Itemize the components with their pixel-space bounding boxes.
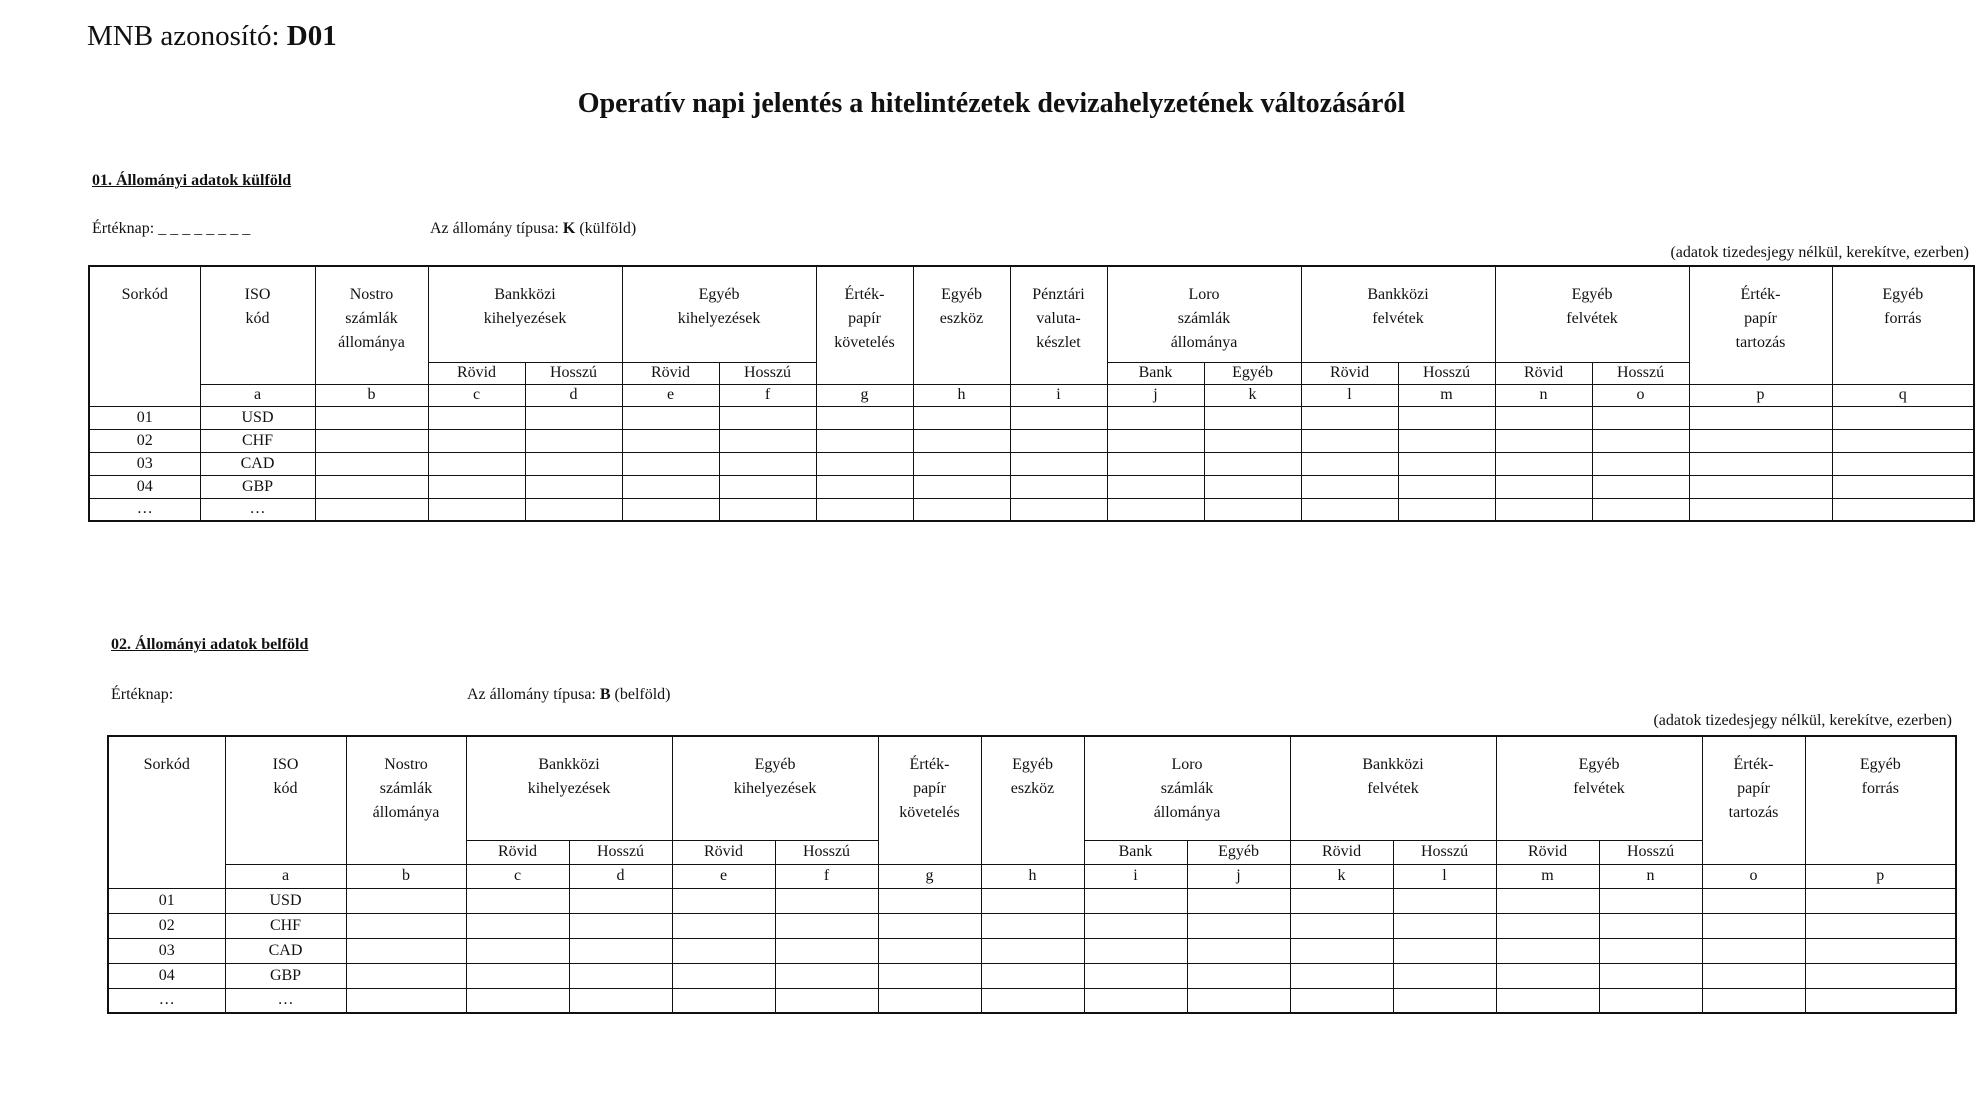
section1-data-cell[interactable] xyxy=(525,429,622,452)
section2-data-cell[interactable] xyxy=(878,938,981,963)
section1-note: (adatok tizedesjegy nélkül, kerekítve, ezerben) xyxy=(1670,244,1969,261)
section1-h-bankkozi-kih: Bankközi kihelyezések xyxy=(428,266,622,362)
section1-data-cell[interactable] xyxy=(816,406,913,429)
section1-header-row xyxy=(89,266,1974,362)
section2-data-cell[interactable] xyxy=(1702,988,1805,1013)
section1-data-cell[interactable] xyxy=(1495,475,1592,498)
section1-h-egyeb-forras: Egyéb forrás xyxy=(1832,266,1974,384)
section2-h-bankkozi-kih: Bankközi kihelyezések xyxy=(466,736,672,840)
section1-column-letter: g xyxy=(816,384,913,406)
section1-column-letter: m xyxy=(1398,384,1495,406)
section1-row-iso: USD xyxy=(200,406,315,429)
table-row xyxy=(89,429,1974,452)
section1-type xyxy=(430,220,636,238)
section2-data-cell[interactable] xyxy=(466,938,569,963)
section2-data-cell[interactable] xyxy=(672,888,775,913)
section2-data-cell[interactable] xyxy=(1805,913,1956,938)
section2-sub-hosszu: Hosszú xyxy=(775,840,878,864)
section1-column-letter: l xyxy=(1301,384,1398,406)
section1-data-cell[interactable] xyxy=(719,429,816,452)
section2-data-cell[interactable] xyxy=(672,963,775,988)
table-row xyxy=(108,888,1956,913)
section2-h-bankkozi-felv: Bankközi felvétek xyxy=(1290,736,1496,840)
section1-column-letter: i xyxy=(1010,384,1107,406)
section2-column-letter: c xyxy=(466,864,569,888)
section1-data-cell[interactable] xyxy=(525,498,622,521)
section1-data-cell[interactable] xyxy=(1495,498,1592,521)
table-row xyxy=(89,475,1974,498)
section2-sub-hosszu: Hosszú xyxy=(1599,840,1702,864)
section1-data-cell[interactable] xyxy=(1592,475,1689,498)
section1-row-iso: … xyxy=(200,498,315,521)
table-row xyxy=(89,498,1974,521)
section2-data-cell[interactable] xyxy=(466,888,569,913)
section1-data-cell[interactable] xyxy=(913,498,1010,521)
section1-value-date xyxy=(92,220,250,238)
section1-data-cell[interactable] xyxy=(1398,452,1495,475)
section2-h-sorkod: Sorkód xyxy=(108,736,225,888)
section2-header-row xyxy=(108,736,1956,840)
section2-data-cell[interactable] xyxy=(1496,963,1599,988)
section1-data-cell[interactable] xyxy=(816,429,913,452)
section1-data-cell[interactable] xyxy=(1301,475,1398,498)
section1-data-cell[interactable] xyxy=(428,429,525,452)
section1-sub-hosszu: Hosszú xyxy=(1398,362,1495,384)
page-title: Operatív napi jelentés a hitelintézetek devizahelyzetének változásáról xyxy=(577,88,1406,119)
section2-column-letter: p xyxy=(1805,864,1956,888)
section1-row-code: 01 xyxy=(89,406,200,429)
section2-data-cell[interactable] xyxy=(775,938,878,963)
section2-data-cell[interactable] xyxy=(1805,938,1956,963)
section2-data-cell[interactable] xyxy=(672,938,775,963)
section2-sub-rovid: Rövid xyxy=(1290,840,1393,864)
section1-row-code: … xyxy=(89,498,200,521)
section1-data-cell[interactable] xyxy=(1107,475,1204,498)
section2-data-cell[interactable] xyxy=(346,938,466,963)
section2-data-cell[interactable] xyxy=(981,988,1084,1013)
table-row xyxy=(108,988,1956,1013)
section2-table xyxy=(107,735,1957,1014)
section1-data-cell[interactable] xyxy=(913,452,1010,475)
section2-column-letter: l xyxy=(1393,864,1496,888)
section2-h-egyeb-felv: Egyéb felvétek xyxy=(1496,736,1702,840)
section1-data-cell[interactable] xyxy=(1107,452,1204,475)
section2-data-cell[interactable] xyxy=(1290,913,1393,938)
section2-type-label: Az állomány típusa: xyxy=(467,686,596,703)
section1-data-cell[interactable] xyxy=(1398,406,1495,429)
section1-data-cell[interactable] xyxy=(525,452,622,475)
section2-data-cell[interactable] xyxy=(672,988,775,1013)
section2-h-ertekpapir-kov: Érték- papír követelés xyxy=(878,736,981,864)
section2-h-egyeb-kih: Egyéb kihelyezések xyxy=(672,736,878,840)
section2-data-cell[interactable] xyxy=(1187,913,1290,938)
section1-data-cell[interactable] xyxy=(1832,429,1974,452)
section2-row-iso: USD xyxy=(225,888,346,913)
section2-letter-row xyxy=(108,864,1956,888)
section1-data-cell[interactable] xyxy=(1010,406,1107,429)
section2-data-cell[interactable] xyxy=(466,913,569,938)
section1-data-cell[interactable] xyxy=(1107,498,1204,521)
section1-column-letter: n xyxy=(1495,384,1592,406)
table-row xyxy=(108,963,1956,988)
section1-data-cell[interactable] xyxy=(1495,406,1592,429)
section1-data-cell[interactable] xyxy=(428,475,525,498)
section2-data-cell[interactable] xyxy=(981,888,1084,913)
section2-data-cell[interactable] xyxy=(1599,963,1702,988)
section1-sub-rovid: Rövid xyxy=(1495,362,1592,384)
mnb-code: D01 xyxy=(286,20,337,52)
section1-data-cell[interactable] xyxy=(1832,475,1974,498)
section2-data-cell[interactable] xyxy=(981,938,1084,963)
section2-value-date-label: Értéknap: xyxy=(111,686,174,703)
section2-data-cell[interactable] xyxy=(1496,938,1599,963)
section1-data-cell[interactable] xyxy=(1398,429,1495,452)
section1-sub-rovid: Rövid xyxy=(428,362,525,384)
section2-data-cell[interactable] xyxy=(1599,938,1702,963)
section2-data-cell[interactable] xyxy=(466,988,569,1013)
table-row xyxy=(89,406,1974,429)
section1-data-cell[interactable] xyxy=(1301,452,1398,475)
section2-data-cell[interactable] xyxy=(569,888,672,913)
section2-row-code: 02 xyxy=(108,913,225,938)
section2-data-cell[interactable] xyxy=(878,913,981,938)
section1-title: 01. Állományi adatok külföld xyxy=(92,172,292,189)
section1-h-egyeb-kih: Egyéb kihelyezések xyxy=(622,266,816,362)
section1-data-cell[interactable] xyxy=(315,406,428,429)
section1-h-penztari: Pénztári valuta- készlet xyxy=(1010,266,1107,384)
section1-data-cell[interactable] xyxy=(622,475,719,498)
section2-data-cell[interactable] xyxy=(1393,988,1496,1013)
section1-sub-egyeb: Egyéb xyxy=(1204,362,1301,384)
section1-value-date-label: Értéknap: xyxy=(92,220,155,237)
section1-data-cell[interactable] xyxy=(1592,452,1689,475)
section1-value-date-field[interactable]: _ _ _ _ _ _ _ _ xyxy=(158,220,251,237)
section2-type xyxy=(467,686,671,704)
section1-sub-bank: Bank xyxy=(1107,362,1204,384)
mnb-identifier xyxy=(87,20,337,53)
section2-data-cell[interactable] xyxy=(1393,913,1496,938)
section1-column-letter: q xyxy=(1832,384,1974,406)
section1-column-letter: k xyxy=(1204,384,1301,406)
section1-data-cell[interactable] xyxy=(1689,452,1832,475)
section1-row-iso: GBP xyxy=(200,475,315,498)
section1-data-cell[interactable] xyxy=(913,475,1010,498)
section1-data-cell[interactable] xyxy=(622,429,719,452)
section2-type-code: B xyxy=(599,686,611,703)
section1-column-letter: d xyxy=(525,384,622,406)
section2-data-cell[interactable] xyxy=(672,913,775,938)
section1-data-cell[interactable] xyxy=(1204,406,1301,429)
section2-data-cell[interactable] xyxy=(1187,938,1290,963)
section1-sub-hosszu: Hosszú xyxy=(525,362,622,384)
section1-sub-hosszu: Hosszú xyxy=(1592,362,1689,384)
section1-h-nostro: Nostro számlák állománya xyxy=(315,266,428,384)
section2-data-cell[interactable] xyxy=(569,938,672,963)
section2-column-letter: h xyxy=(981,864,1084,888)
section1-data-cell[interactable] xyxy=(1010,475,1107,498)
section2-data-cell[interactable] xyxy=(1084,938,1187,963)
section1-h-sorkod: Sorkód xyxy=(89,266,200,406)
section2-sub-rovid: Rövid xyxy=(466,840,569,864)
section1-data-cell[interactable] xyxy=(1010,452,1107,475)
table-row xyxy=(108,938,1956,963)
section2-data-cell[interactable] xyxy=(878,963,981,988)
section1-data-cell[interactable] xyxy=(1204,475,1301,498)
section2-data-cell[interactable] xyxy=(466,963,569,988)
section1-data-cell[interactable] xyxy=(315,475,428,498)
section1-data-cell[interactable] xyxy=(428,406,525,429)
section1-row-code: 04 xyxy=(89,475,200,498)
section1-data-cell[interactable] xyxy=(816,475,913,498)
section2-data-cell[interactable] xyxy=(346,913,466,938)
section2-column-letter: m xyxy=(1496,864,1599,888)
section2-data-cell[interactable] xyxy=(569,988,672,1013)
section2-data-cell[interactable] xyxy=(346,963,466,988)
section1-data-cell[interactable] xyxy=(622,406,719,429)
section1-data-cell[interactable] xyxy=(1689,406,1832,429)
section2-title: 02. Állományi adatok belföld xyxy=(111,636,309,653)
section2-h-egyeb-forras: Egyéb forrás xyxy=(1805,736,1956,864)
section2-h-egyeb-eszkoz: Egyéb eszköz xyxy=(981,736,1084,864)
section2-column-letter: o xyxy=(1702,864,1805,888)
section2-column-letter: j xyxy=(1187,864,1290,888)
section1-data-cell[interactable] xyxy=(622,498,719,521)
section2-data-cell[interactable] xyxy=(1496,888,1599,913)
section2-data-cell[interactable] xyxy=(1393,888,1496,913)
section1-row-iso: CAD xyxy=(200,452,315,475)
section2-data-cell[interactable] xyxy=(346,988,466,1013)
section1-data-cell[interactable] xyxy=(719,406,816,429)
section2-data-cell[interactable] xyxy=(1393,938,1496,963)
section1-data-cell[interactable] xyxy=(1689,429,1832,452)
section1-h-loro: Loro számlák állománya xyxy=(1107,266,1301,362)
section2-column-letter: f xyxy=(775,864,878,888)
table-row xyxy=(89,452,1974,475)
section1-h-bankkozi-felv: Bankközi felvétek xyxy=(1301,266,1495,362)
section1-sub-rovid: Rövid xyxy=(1301,362,1398,384)
section1-column-letter: p xyxy=(1689,384,1832,406)
section2-column-letter: b xyxy=(346,864,466,888)
section2-row-code: 04 xyxy=(108,963,225,988)
section2-data-cell[interactable] xyxy=(1599,988,1702,1013)
section2-h-loro: Loro számlák állománya xyxy=(1084,736,1290,840)
section1-h-ertekpapir-tart: Érték- papír tartozás xyxy=(1689,266,1832,384)
section2-sub-rovid: Rövid xyxy=(1496,840,1599,864)
section1-data-cell[interactable] xyxy=(1495,429,1592,452)
section2-data-cell[interactable] xyxy=(1084,913,1187,938)
section1-data-cell[interactable] xyxy=(719,452,816,475)
section1-data-cell[interactable] xyxy=(1107,406,1204,429)
section1-data-cell[interactable] xyxy=(1689,475,1832,498)
section2-row-iso: CHF xyxy=(225,913,346,938)
section1-data-cell[interactable] xyxy=(1495,452,1592,475)
section1-table xyxy=(88,265,1975,522)
section1-row-code: 03 xyxy=(89,452,200,475)
section2-data-cell[interactable] xyxy=(981,963,1084,988)
section2-data-cell[interactable] xyxy=(1599,913,1702,938)
section1-column-letter: a xyxy=(200,384,315,406)
section2-column-letter: a xyxy=(225,864,346,888)
section2-data-cell[interactable] xyxy=(878,988,981,1013)
section1-letter-row xyxy=(89,384,1974,406)
section1-data-cell[interactable] xyxy=(1689,498,1832,521)
section2-data-cell[interactable] xyxy=(775,888,878,913)
table-row xyxy=(108,913,1956,938)
section2-h-iso: ISO kód xyxy=(225,736,346,864)
section2-data-cell[interactable] xyxy=(775,988,878,1013)
section2-data-cell[interactable] xyxy=(1805,963,1956,988)
section2-sub-hosszu: Hosszú xyxy=(1393,840,1496,864)
section1-data-cell[interactable] xyxy=(525,406,622,429)
section2-data-cell[interactable] xyxy=(1702,963,1805,988)
section1-type-desc: (külföld) xyxy=(579,220,637,237)
section2-column-letter: d xyxy=(569,864,672,888)
section2-column-letter: e xyxy=(672,864,775,888)
section1-data-cell[interactable] xyxy=(1204,429,1301,452)
section1-h-egyeb-felv: Egyéb felvétek xyxy=(1495,266,1689,362)
section1-data-cell[interactable] xyxy=(1398,475,1495,498)
section1-type-code: K xyxy=(562,220,576,237)
section1-column-letter: e xyxy=(622,384,719,406)
section1-data-cell[interactable] xyxy=(913,429,1010,452)
section2-data-cell[interactable] xyxy=(1702,938,1805,963)
section2-note: (adatok tizedesjegy nélkül, kerekítve, ezerben) xyxy=(1653,712,1952,729)
section2-data-cell[interactable] xyxy=(1393,963,1496,988)
section1-column-letter: j xyxy=(1107,384,1204,406)
section1-data-cell[interactable] xyxy=(1398,498,1495,521)
section1-row-iso: CHF xyxy=(200,429,315,452)
section2-sub-rovid: Rövid xyxy=(672,840,775,864)
section1-data-cell[interactable] xyxy=(1204,452,1301,475)
section1-data-cell[interactable] xyxy=(719,475,816,498)
section1-data-cell[interactable] xyxy=(1010,429,1107,452)
section1-data-cell[interactable] xyxy=(428,498,525,521)
section2-sub-bank: Bank xyxy=(1084,840,1187,864)
section1-column-letter: o xyxy=(1592,384,1689,406)
section1-data-cell[interactable] xyxy=(1301,406,1398,429)
section1-data-cell[interactable] xyxy=(1204,498,1301,521)
section2-data-cell[interactable] xyxy=(1187,963,1290,988)
section2-row-code: 01 xyxy=(108,888,225,913)
section2-column-letter: g xyxy=(878,864,981,888)
section1-data-cell[interactable] xyxy=(315,498,428,521)
section2-column-letter: k xyxy=(1290,864,1393,888)
section2-data-cell[interactable] xyxy=(1290,988,1393,1013)
section2-row-iso: … xyxy=(225,988,346,1013)
section2-type-desc: (belföld) xyxy=(614,686,671,703)
section1-column-letter: f xyxy=(719,384,816,406)
section2-data-cell[interactable] xyxy=(1599,888,1702,913)
section1-column-letter: b xyxy=(315,384,428,406)
section1-h-iso: ISO kód xyxy=(200,266,315,384)
section1-data-cell[interactable] xyxy=(1832,498,1974,521)
section2-data-cell[interactable] xyxy=(1496,913,1599,938)
section1-data-cell[interactable] xyxy=(1592,406,1689,429)
section2-data-cell[interactable] xyxy=(1290,938,1393,963)
section1-data-cell[interactable] xyxy=(525,475,622,498)
section2-column-letter: i xyxy=(1084,864,1187,888)
section1-data-cell[interactable] xyxy=(1592,498,1689,521)
section1-data-cell[interactable] xyxy=(816,452,913,475)
section2-row-code: 03 xyxy=(108,938,225,963)
section2-data-cell[interactable] xyxy=(775,963,878,988)
section2-data-cell[interactable] xyxy=(1187,988,1290,1013)
section2-row-iso: CAD xyxy=(225,938,346,963)
section1-sub-rovid: Rövid xyxy=(622,362,719,384)
section2-data-cell[interactable] xyxy=(1805,988,1956,1013)
section2-value-date xyxy=(111,686,173,704)
section1-data-cell[interactable] xyxy=(913,406,1010,429)
section1-data-cell[interactable] xyxy=(1832,406,1974,429)
section1-data-cell[interactable] xyxy=(428,452,525,475)
section1-data-cell[interactable] xyxy=(622,452,719,475)
section2-data-cell[interactable] xyxy=(1084,963,1187,988)
section1-row-code: 02 xyxy=(89,429,200,452)
section2-data-cell[interactable] xyxy=(346,888,466,913)
section1-h-ertekpapir-kov: Érték- papír követelés xyxy=(816,266,913,384)
section2-data-cell[interactable] xyxy=(569,913,672,938)
section1-data-cell[interactable] xyxy=(719,498,816,521)
section1-data-cell[interactable] xyxy=(1301,429,1398,452)
section2-sub-hosszu: Hosszú xyxy=(569,840,672,864)
section2-data-cell[interactable] xyxy=(1290,888,1393,913)
section2-h-nostro: Nostro számlák állománya xyxy=(346,736,466,864)
section2-data-cell[interactable] xyxy=(1187,888,1290,913)
section1-sub-hosszu: Hosszú xyxy=(719,362,816,384)
section2-column-letter: n xyxy=(1599,864,1702,888)
section2-data-cell[interactable] xyxy=(569,963,672,988)
section2-data-cell[interactable] xyxy=(1290,963,1393,988)
section2-data-cell[interactable] xyxy=(981,913,1084,938)
section1-column-letter: c xyxy=(428,384,525,406)
section1-data-cell[interactable] xyxy=(1107,429,1204,452)
section2-data-cell[interactable] xyxy=(1805,888,1956,913)
section1-type-label: Az állomány típusa: xyxy=(430,220,559,237)
section1-data-cell[interactable] xyxy=(315,452,428,475)
section2-h-ertekpapir-tart: Érték- papír tartozás xyxy=(1702,736,1805,864)
section1-h-egyeb-eszkoz: Egyéb eszköz xyxy=(913,266,1010,384)
section1-data-cell[interactable] xyxy=(1592,429,1689,452)
section1-data-cell[interactable] xyxy=(1832,452,1974,475)
section2-data-cell[interactable] xyxy=(1702,888,1805,913)
mnb-label: MNB azonosító: xyxy=(87,20,280,52)
section2-data-cell[interactable] xyxy=(1084,988,1187,1013)
section2-data-cell[interactable] xyxy=(878,888,981,913)
section2-data-cell[interactable] xyxy=(1702,913,1805,938)
section2-row-code: … xyxy=(108,988,225,1013)
section1-data-cell[interactable] xyxy=(816,498,913,521)
section1-data-cell[interactable] xyxy=(1010,498,1107,521)
section2-data-cell[interactable] xyxy=(775,913,878,938)
section1-data-cell[interactable] xyxy=(315,429,428,452)
section1-data-cell[interactable] xyxy=(1301,498,1398,521)
section2-data-cell[interactable] xyxy=(1496,988,1599,1013)
section2-data-cell[interactable] xyxy=(1084,888,1187,913)
section2-sub-egyeb: Egyéb xyxy=(1187,840,1290,864)
section1-column-letter: h xyxy=(913,384,1010,406)
section2-row-iso: GBP xyxy=(225,963,346,988)
